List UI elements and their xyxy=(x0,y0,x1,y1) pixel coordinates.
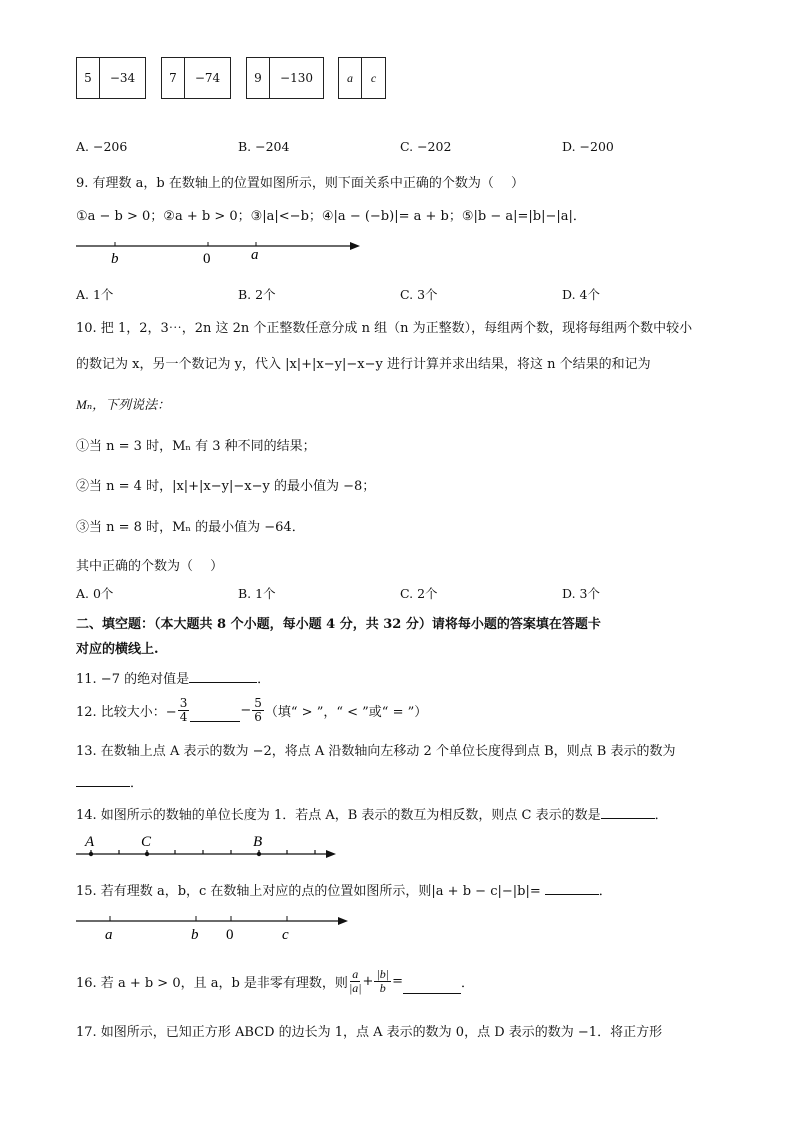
q10-statement-2: ②当 n = 4 时，|x|+|x−y|−x−y 的最小值为 −8； xyxy=(76,479,376,494)
q8-option-d[interactable]: D. −200 xyxy=(562,139,614,154)
equals-sign: = xyxy=(392,973,403,989)
axis-label-B: B xyxy=(253,834,263,850)
fraction-numerator: a xyxy=(352,966,359,981)
q12 xyxy=(76,692,427,728)
q17-line-1: 17. 如图所示，已知正方形 ABCD 的边长为 1，点 A 表示的数为 0，点 D 表示的数为 −1．将正方形 xyxy=(76,1025,663,1040)
fraction-3-4 xyxy=(178,697,190,724)
q14-text: 14. 如图所示的数轴的单位长度为 1．若点 A，B 表示的数互为相反数，则点 C 表示的数是 xyxy=(76,808,601,823)
q10-statement-3: ③当 n = 8 时，Mₙ 的最小值为 −64． xyxy=(76,520,305,535)
axis-label-C: C xyxy=(141,834,152,850)
plus-sign: + xyxy=(362,973,374,989)
section-2-heading-cont: 对应的横线上. xyxy=(76,642,159,657)
q9-option-b[interactable]: B. 2个 xyxy=(238,287,276,302)
box-right-value: −34 xyxy=(109,71,136,85)
q10-option-d[interactable]: D. 3个 xyxy=(562,586,600,601)
q9-relations: ①a − b > 0；②a + b > 0；③|a|<−b；④|a − (−b)|= a + b；⑤|b − a|=|b|−|a|． xyxy=(76,209,586,224)
q15-stem xyxy=(76,880,612,899)
q10-line-2: 的数记为 x，另一个数记为 y，代入 |x|+|x−y|−x−y 进行计算并求出结果，将这 n 个结果的和记为 xyxy=(76,357,651,372)
q15-answer-blank[interactable] xyxy=(545,882,599,895)
q12-answer-blank[interactable] xyxy=(190,709,240,722)
q14-answer-blank[interactable] xyxy=(601,806,655,819)
minus-sign: − xyxy=(240,702,252,718)
q11-text: 11. −7 的绝对值是 xyxy=(76,672,190,687)
box-left-value: 9 xyxy=(247,58,270,98)
q8-option-b[interactable]: B. −204 xyxy=(238,139,290,154)
axis-label-zero: 0 xyxy=(226,927,234,943)
table-box-4 xyxy=(338,57,386,99)
q9-option-d[interactable]: D. 4个 xyxy=(562,287,600,302)
q14-stem xyxy=(76,804,668,823)
table-box-2 xyxy=(161,57,231,99)
q15-number-line xyxy=(72,910,352,944)
q15-text: 15. 若有理数 a，b，c 在数轴上对应的点的位置如图所示，则|a + b − c|−|b|= xyxy=(76,884,541,899)
box-left-value: 5 xyxy=(77,58,100,98)
axis-label-c: c xyxy=(282,927,289,943)
box-left-value: a xyxy=(339,58,362,98)
q9-number-line xyxy=(72,236,364,270)
q9-stem: 9. 有理数 a，b 在数轴上的位置如图所示，则下面关系中正确的个数为（ ） xyxy=(76,176,525,191)
q9-option-a[interactable]: A. 1个 xyxy=(76,287,114,302)
q11 xyxy=(76,668,270,687)
q16-answer-blank[interactable] xyxy=(403,981,461,994)
q10-option-a[interactable]: A. 0个 xyxy=(76,586,114,601)
q15-period: ． xyxy=(598,884,612,899)
q14-number-line xyxy=(72,830,342,862)
q13-period: ． xyxy=(130,776,144,791)
box-right-value: c xyxy=(370,70,377,85)
q9-option-c[interactable]: C. 3个 xyxy=(400,287,438,302)
section-2-heading: 二、填空题：（本大题共 8 个小题，每小题 4 分，共 32 分）请将每小题的答案填在答题卡 xyxy=(76,617,601,632)
fraction-denominator: |a| xyxy=(348,980,362,995)
fraction-numerator: 5 xyxy=(254,695,262,710)
box-right-value: −130 xyxy=(280,71,313,85)
fraction-denominator: b xyxy=(379,980,386,995)
q11-period: ． xyxy=(257,672,271,687)
q13-line-1: 13. 在数轴上点 A 表示的数为 −2，将点 A 沿数轴向左移动 2 个单位长度得到点 B，则点 B 表示的数为 xyxy=(76,744,676,759)
fraction-abs-b-over-b xyxy=(374,968,391,995)
q16 xyxy=(76,958,474,1004)
fraction-5-6 xyxy=(252,697,264,724)
box-left-value: 7 xyxy=(162,58,185,98)
axis-label-b: b xyxy=(111,251,119,267)
table-box-1 xyxy=(76,57,146,99)
axis-label-A: A xyxy=(85,834,95,850)
q16-period: ． xyxy=(460,975,474,991)
q8-option-c[interactable]: C. −202 xyxy=(400,139,452,154)
q10-line-1: 10. 把 1，2，3⋯，2n 这 2n 个正整数任意分成 n 组（n 为正整数），每组两个数，现将每组两个数中较小 xyxy=(76,321,693,336)
box-right-value: −74 xyxy=(194,71,221,85)
q12-text: 12. 比较大小：− xyxy=(76,704,177,720)
fraction-a-over-abs-a xyxy=(349,968,362,995)
axis-label-b: b xyxy=(191,927,199,943)
q12-hint: （填“ > ”，“ < ”或“ = ”） xyxy=(264,704,428,720)
axis-label-zero: 0 xyxy=(203,251,211,267)
axis-label-a: a xyxy=(251,247,259,263)
q13-line-2 xyxy=(76,772,143,791)
q13-answer-blank[interactable] xyxy=(76,774,130,787)
q10-statement-1: ①当 n = 3 时，Mₙ 有 3 种不同的结果； xyxy=(76,439,316,454)
q11-answer-blank[interactable] xyxy=(189,670,257,683)
q8-option-a[interactable]: A. −206 xyxy=(76,139,128,154)
q14-period: ． xyxy=(654,808,668,823)
q10-option-b[interactable]: B. 1个 xyxy=(238,586,276,601)
fraction-numerator: 3 xyxy=(179,695,188,710)
q16-text: 16. 若 a + b > 0，且 a，b 是非零有理数，则 xyxy=(76,975,348,991)
q10-line-3: Mₙ，下列说法： xyxy=(76,397,171,412)
fraction-denominator: 6 xyxy=(254,709,262,724)
q10-ask: 其中正确的个数为（ ） xyxy=(76,559,224,574)
axis-label-a: a xyxy=(105,927,113,943)
fraction-denominator: 4 xyxy=(179,709,188,724)
q10-option-c[interactable]: C. 2个 xyxy=(400,586,438,601)
table-box-3 xyxy=(246,57,324,99)
fraction-numerator: |b| xyxy=(376,966,390,981)
